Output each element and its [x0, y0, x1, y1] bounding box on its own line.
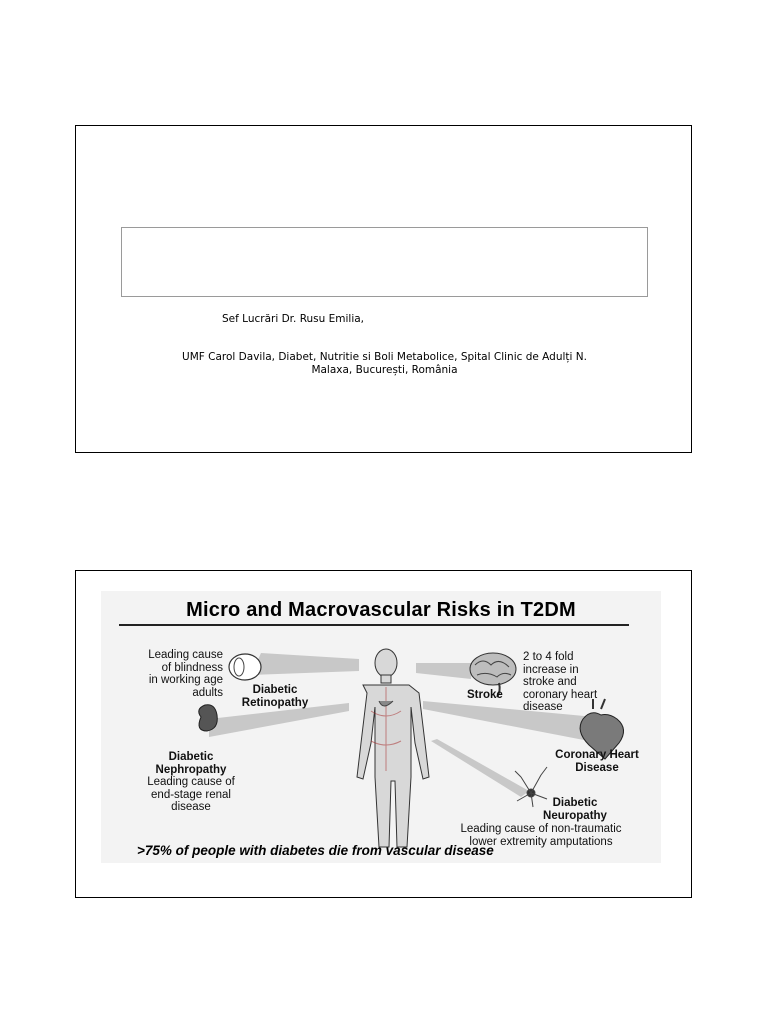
neuropathy-name-line: Diabetic	[552, 797, 598, 809]
coronary-heart-disease-label	[537, 749, 657, 774]
slide-2	[75, 570, 692, 898]
vascular-risks-figure	[101, 591, 661, 863]
slide-1	[75, 125, 692, 453]
nephropathy-desc-line: Leading cause of	[147, 776, 235, 788]
stroke-desc-line: disease	[523, 701, 563, 713]
neuropathy-name-line: Neuropathy	[543, 809, 607, 822]
title-underline	[119, 624, 629, 626]
retinopathy-desc-line: adults	[192, 686, 223, 699]
stroke-desc-line: 2 to 4 fold	[523, 651, 574, 663]
stroke-beam	[416, 663, 473, 679]
affiliation-line-1: UMF Carol Davila, Diabet, Nutritie si Boli Metabolice, Spital Clinic de Adulți N.	[182, 351, 587, 363]
neuropathy-beam	[431, 739, 529, 797]
kidney-icon	[199, 705, 218, 731]
title-placeholder-box	[121, 227, 648, 297]
stroke-label: Stroke	[467, 689, 503, 701]
stroke-description	[523, 651, 597, 714]
stroke-desc-line: coronary heart	[523, 688, 598, 701]
nephropathy-name-line: Diabetic	[168, 751, 214, 763]
retinopathy-beam	[251, 653, 359, 675]
human-body-illustration	[357, 649, 429, 847]
affiliation	[76, 351, 693, 377]
eye-icon	[229, 654, 261, 680]
neuropathy-desc-line: lower extremity amputations	[469, 835, 613, 848]
affiliation-line-2: Malaxa, București, România	[311, 364, 458, 376]
author-line: Sef Lucrări Dr. Rusu Emilia,	[222, 313, 365, 325]
stroke-desc-line: increase in	[523, 663, 579, 676]
figure-footer: >75% of people with diabetes die from vascular disease	[137, 843, 494, 858]
neuropathy-label	[525, 797, 625, 822]
retinopathy-description	[115, 649, 223, 699]
retinopathy-desc-line: in working age	[148, 674, 223, 686]
nephropathy-desc-line: disease	[171, 801, 211, 813]
figure-title: Micro and Macrovascular Risks in T2DM	[186, 599, 576, 621]
retinopathy-desc-line: of blindness	[161, 661, 223, 674]
retinopathy-desc-line: Leading cause	[148, 649, 223, 661]
stroke-desc-line: stroke and	[523, 676, 577, 688]
coronary-name-line: Coronary Heart	[555, 749, 639, 761]
retinopathy-name-line: Diabetic	[252, 684, 298, 696]
coronary-name-line: Disease	[575, 761, 619, 774]
nephropathy-name-line: Nephropathy	[155, 763, 227, 776]
retinopathy-name-line: Retinopathy	[241, 696, 309, 709]
nephropathy-desc-line: end-stage renal	[151, 788, 231, 801]
retinopathy-label	[225, 684, 325, 709]
neuropathy-desc-line: Leading cause of non-traumatic	[460, 823, 622, 835]
nephropathy-block	[131, 751, 251, 814]
